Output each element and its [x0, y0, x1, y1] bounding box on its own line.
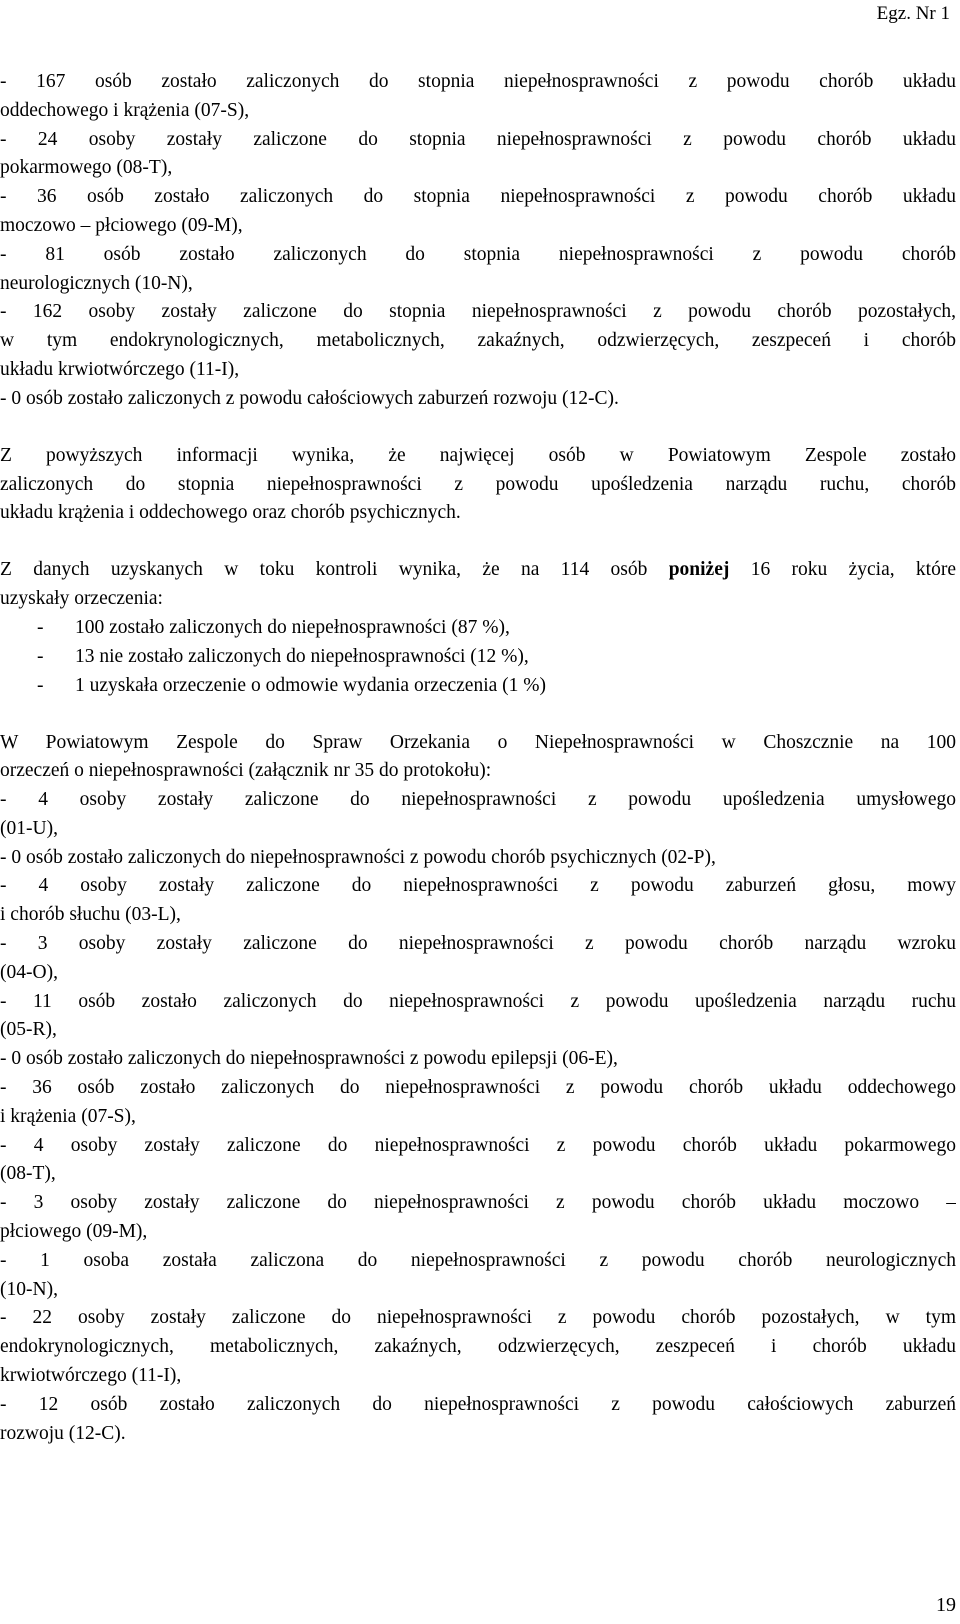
list-line: płciowego (09-M), — [0, 1221, 148, 1243]
paragraph-line: Z danych uzyskanych w toku kontroli wynika, że na 114 osób poniżej 16 roku życia, które — [0, 559, 956, 581]
list-line: (01-U), — [0, 817, 58, 839]
list-line: moczowo – płciowego (09-M), — [0, 214, 243, 236]
list-line: - 81 osób zostało zaliczonych do stopnia niepełnosprawności z powodu chorób — [0, 243, 956, 265]
list-item: - 13 nie zostało zaliczonych do niepełnosprawności (12 %), — [37, 645, 529, 667]
list-line: (05-R), — [0, 1019, 57, 1041]
list-line: pokarmowego (08-T), — [0, 157, 173, 179]
page-number: 19 — [936, 1594, 956, 1616]
disability-list-previous — [0, 68, 956, 414]
list-line: - 36 osób zostało zaliczonych do stopnia niepełnosprawności z powodu chorób układu — [0, 186, 956, 208]
list-line: krwiotwórczego (11-I), — [0, 1365, 182, 1387]
under-16-paragraph — [0, 556, 956, 700]
list-line: - 4 osoby zostały zaliczone do niepełnosprawności z powodu zaburzeń głosu, mowy — [0, 875, 956, 897]
list-line: oddechowego i krążenia (07-S), — [0, 99, 250, 121]
list-line: - 0 osób zostało zaliczonych do niepełnosprawności z powodu epilepsji (06-E), — [0, 1048, 618, 1070]
list-line: endokrynologicznych, metabolicznych, zakaźnych, odzwierzęcych, zeszpeceń i chorób układu — [0, 1336, 956, 1358]
list-line: - 0 osób zostało zaliczonych z powodu całościowych zaburzeń rozwoju (12-C). — [0, 387, 619, 409]
list-line: (10-N), — [0, 1278, 58, 1300]
paragraph-line: zaliczonych do stopnia niepełnosprawności z powodu upośledzenia narządu ruchu, chorób — [0, 473, 956, 495]
list-line: - 11 osób zostało zaliczonych do niepełnosprawności z powodu upośledzenia narządu ruchu — [0, 990, 956, 1012]
list-line: - 36 osób zostało zaliczonych do niepełnosprawności z powodu chorób układu oddechowego — [0, 1077, 956, 1099]
list-line: - 12 osób zostało zaliczonych do niepełnosprawności z powodu całościowych zaburzeń — [0, 1393, 956, 1415]
paragraph-line: W Powiatowym Zespole do Spraw Orzekania o Niepełnosprawności w Choszcznie na 100 — [0, 731, 956, 753]
list-line: - 4 osoby zostały zaliczone do niepełnosprawności z powodu upośledzenia umysłowego — [0, 789, 956, 811]
list-line: w tym endokrynologicznych, metabolicznych, zakaźnych, odzwierzęcych, zeszpeceń i chorób — [0, 330, 956, 352]
list-line: - 3 osoby zostały zaliczone do niepełnosprawności z powodu chorób układu moczowo – — [0, 1192, 956, 1214]
list-line: (08-T), — [0, 1163, 56, 1185]
list-line: (04-O), — [0, 961, 58, 983]
list-line: rozwoju (12-C). — [0, 1422, 126, 1444]
paragraph-line: Z powyższych informacji wynika, że najwięcej osób w Powiatowym Zespole zostało — [0, 444, 956, 466]
emphasis-text: poniżej — [668, 559, 730, 581]
list-item: - 100 zostało zaliczonych do niepełnosprawności (87 %), — [37, 616, 510, 638]
list-line: i chorób słuchu (03-L), — [0, 904, 181, 926]
list-line: - 0 osób zostało zaliczonych do niepełnosprawności z powodu chorób psychicznych (02-P), — [0, 846, 716, 868]
list-line: - 167 osób zostało zaliczonych do stopnia niepełnosprawności z powodu chorób układu — [0, 71, 956, 92]
paragraph-line: uzyskały orzeczenia: — [0, 588, 163, 610]
paragraph-line: orzeczeń o niepełnosprawności (załącznik nr 35 do protokołu): — [0, 760, 492, 782]
under-16-list — [0, 614, 956, 700]
list-line: - 4 osoby zostały zaliczone do niepełnosprawności z powodu chorób układu pokarmowego — [0, 1134, 956, 1156]
list-line: układu krwiotwórczego (11-I), — [0, 358, 240, 380]
list-line: - 1 osoba została zaliczona do niepełnosprawności z powodu chorób neurologicznych — [0, 1249, 956, 1271]
paragraph-line: układu krążenia i oddechowego oraz chorób psychicznych. — [0, 502, 461, 524]
document-body — [0, 68, 956, 1448]
list-line: i krążenia (07-S), — [0, 1105, 136, 1127]
list-line: neurologicznych (10-N), — [0, 272, 193, 294]
list-line: - 3 osoby zostały zaliczone do niepełnosprawności z powodu chorób narządu wzroku — [0, 933, 956, 955]
list-line: - 24 osoby zostały zaliczone do stopnia niepełnosprawności z powodu chorób układu — [0, 128, 956, 150]
list-item: - 1 uzyskała orzeczenie o odmowie wydania orzeczenia (1 %) — [37, 674, 547, 696]
list-line: - 162 osoby zostały zaliczone do stopnia niepełnosprawności z powodu chorób pozostałych, — [0, 301, 956, 323]
choszczno-paragraph — [0, 729, 956, 1449]
list-line: - 22 osoby zostały zaliczone do niepełnosprawności z powodu chorób pozostałych, w tym — [0, 1307, 956, 1329]
summary-paragraph — [0, 442, 956, 528]
copy-number-label: Egz. Nr 1 — [876, 3, 950, 24]
